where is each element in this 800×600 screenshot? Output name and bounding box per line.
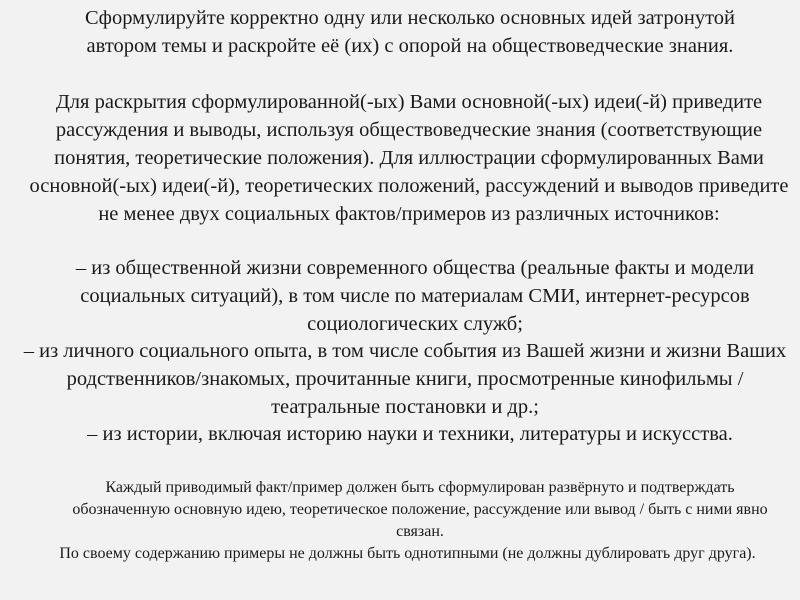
source-item-personal-experience: – из личного социального опыта, в том числе события из Вашей жизни и жизни Ваших родственников/знакомых, прочитанные книги, просмотренные кинофильмы / театральные постановки и др.; — [23, 340, 787, 418]
source-item-history: – из истории, включая историю науки и техники, литературы и искусства. — [87, 423, 733, 445]
example-detail-note: Каждый приводимый факт/пример должен быть сформулирован развёрнуто и подтверждать обозначенную основную идею, теоретическое положение, рассуждение или вывод / быть с ними явно связан. — [72, 479, 768, 540]
task-instruction-paragraph: Сформулируйте корректно одну или несколько основных идей затронутой автором темы и раскройте её (их) с опорой на обществоведческие знания. — [85, 7, 735, 57]
example-variety-note: По своему содержанию примеры не должны быть однотипными (не должны дублировать друг друга). — [59, 545, 756, 562]
source-item-social-life: – из общественной жизни современного общества (реальные факты и модели социальных ситуаций), в том числе по материалам СМИ, интернет-ресурсов социологических служб; — [75, 257, 755, 335]
disclosure-requirements-paragraph: Для раскрытия сформулированной(-ых) Вами основной(-ых) идеи(-й) приведите рассуждения и выводы, используя обществоведческие знания (соответствующие понятия, теоретические положения). Для иллюстрации сформулированных Вами основной(-ых) идеи(-й), теоретических положений, рассуждений и выводов приведите не менее двух социальных фактов/примеров из различных источников: — [29, 91, 789, 225]
